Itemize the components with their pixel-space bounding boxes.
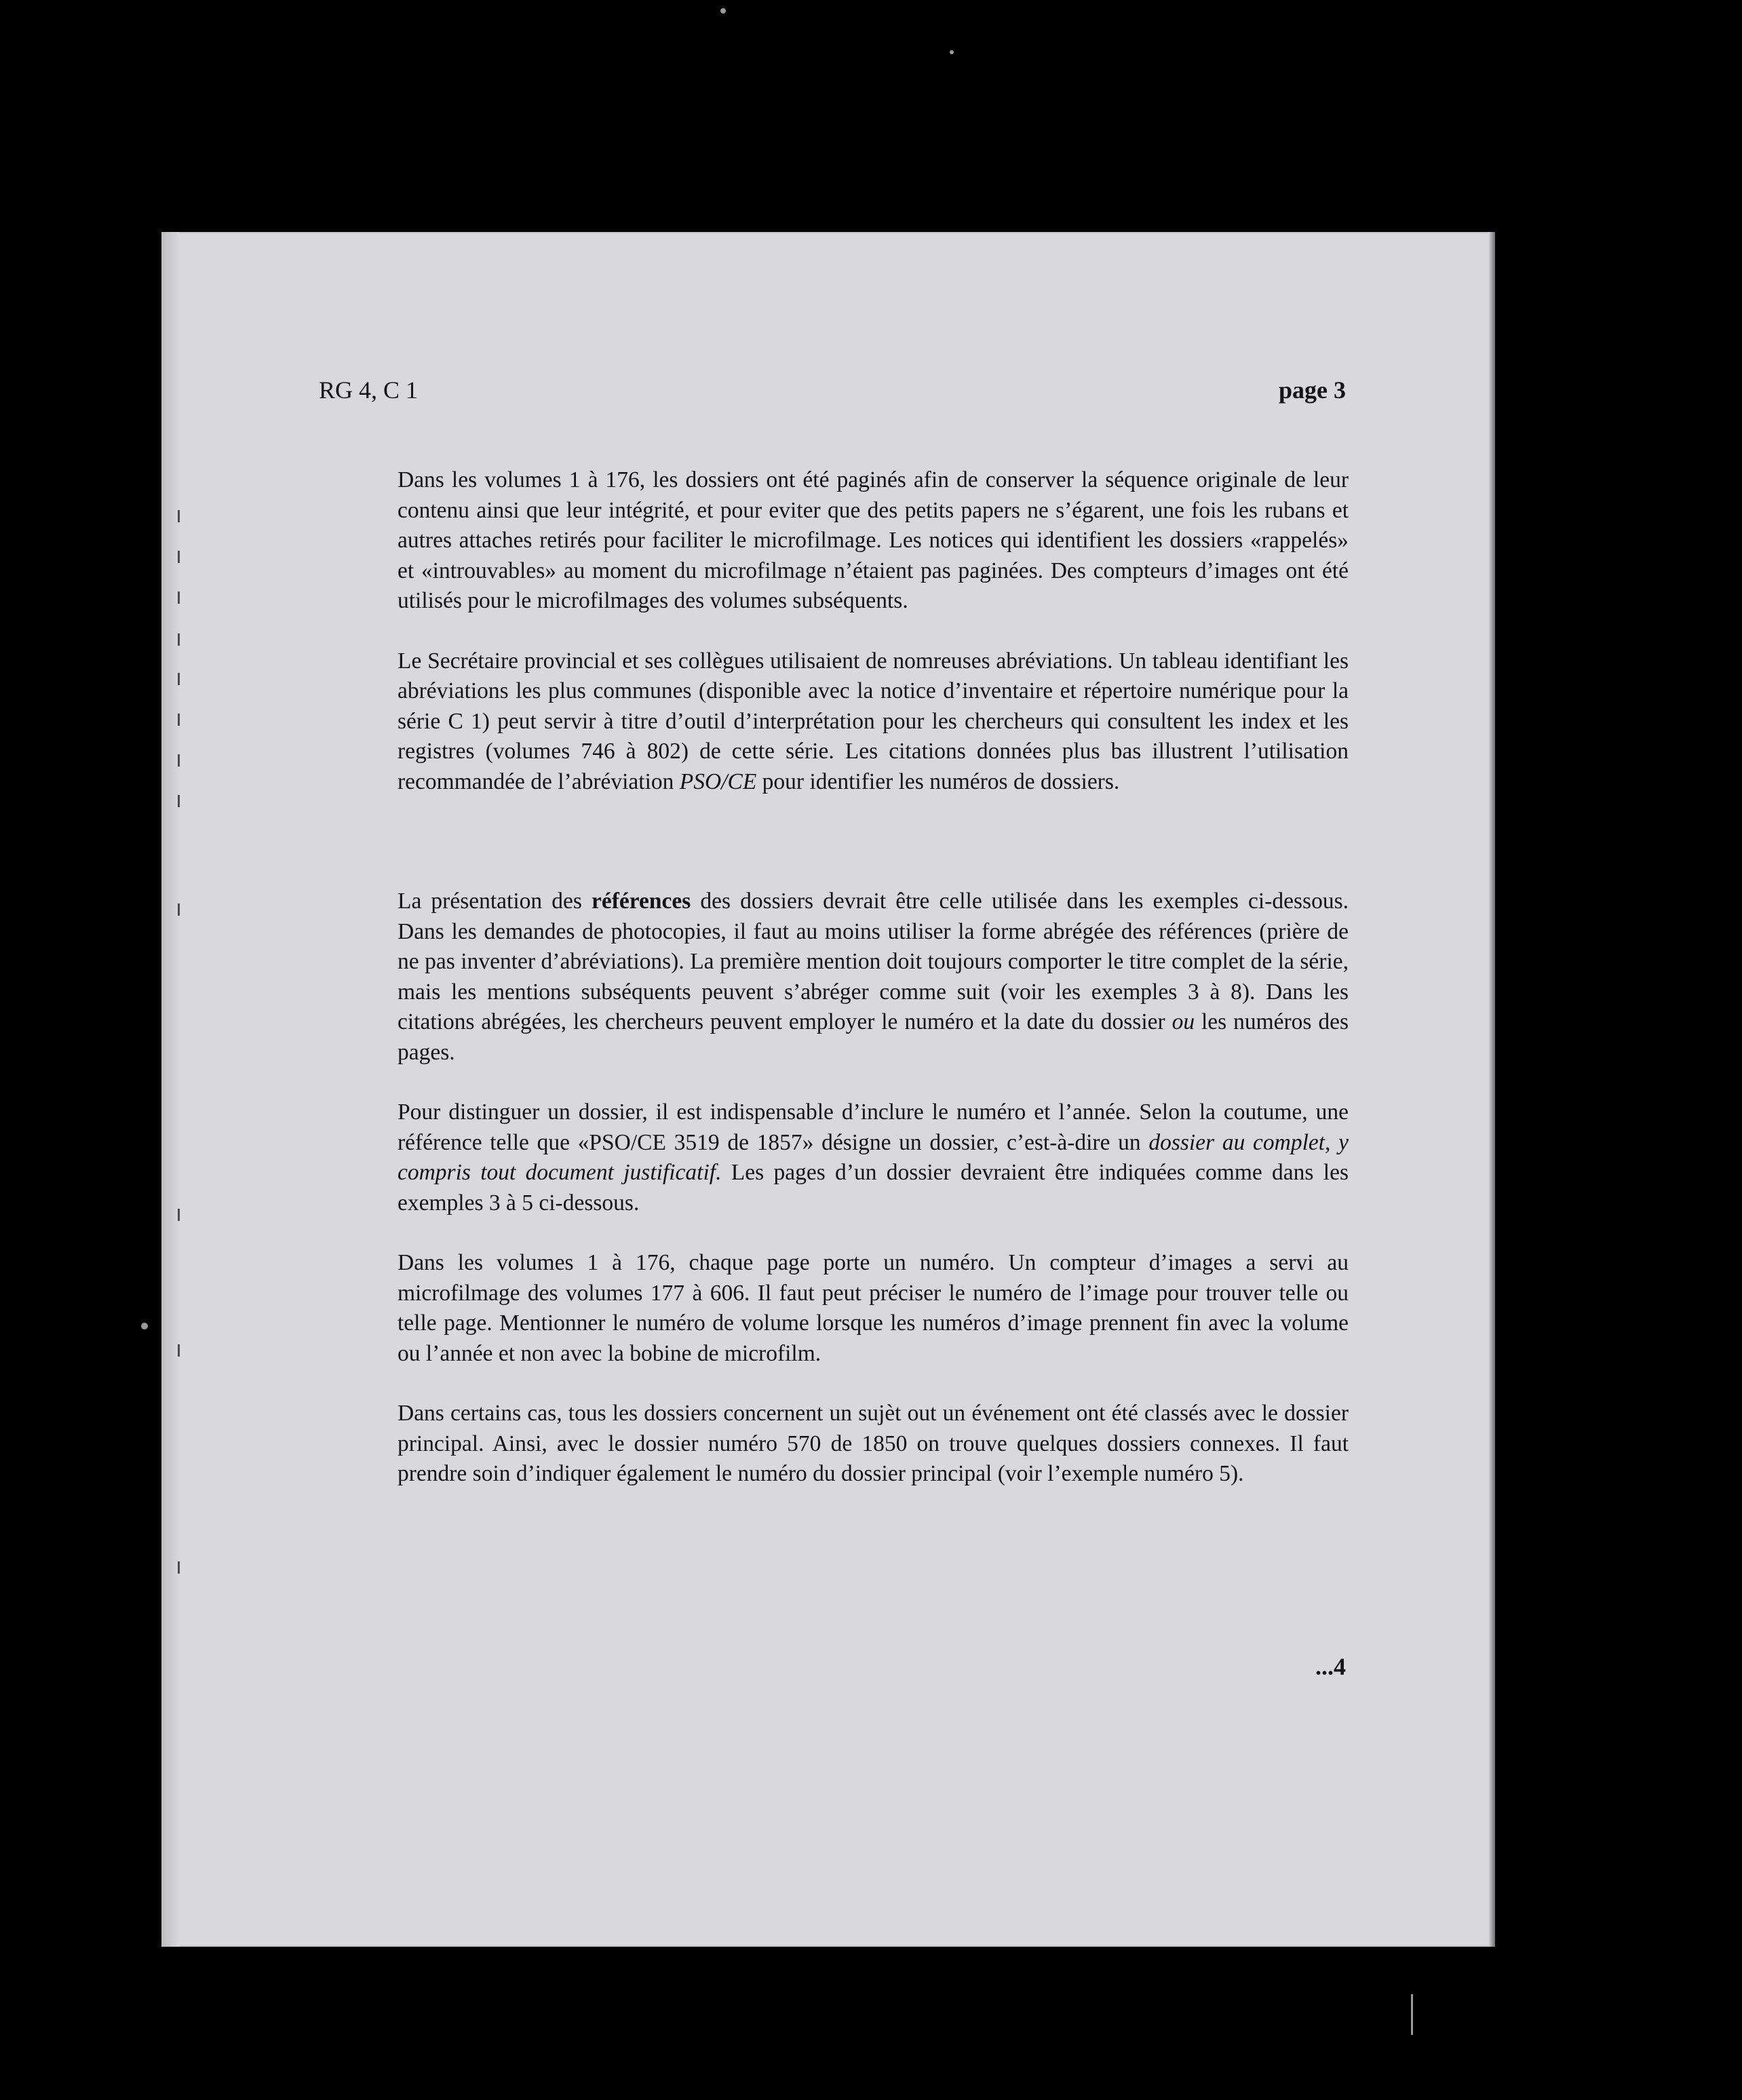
record-group-label: RG 4, C 1: [319, 376, 419, 404]
scan-speck: [720, 8, 726, 14]
paragraph: Dans les volumes 1 à 176, chaque page porte un numéro. Un compteur d’images a servi au microfilmage des volumes 177 à 606. Il faut peut préciser le numéro de l’image pour trouver telle ou telle page. Mentionner le numéro de volume lorsque les numéros d’image prennent fin avec la volume ou l’année et non avec la bobine de microfilm.: [398, 1250, 1349, 1366]
scanned-page: [161, 232, 1495, 1947]
margin-mark: [178, 591, 180, 604]
page-right-edge: [1488, 232, 1495, 1947]
emphasis-italic: ou: [1172, 1009, 1195, 1034]
margin-mark: [178, 634, 180, 646]
paragraph: La présentation des références des dossiers devrait être celle utilisée dans les exemples ci-dessous. Dans les demandes de photocopies, il faut au moins utiliser la forme abrégée des références (prière de ne pas inventer d’abréviations). La première mention doit toujours comporter le titre complet de la série, mais les mentions subséquents peuvent s’abréger comme suit (voir les exemples 3 à 8). Dans les citations abrégées, les chercheurs peuvent employer le numéro et la date du dossier ou les numéros des pages.: [398, 889, 1349, 1065]
margin-mark: [178, 714, 180, 726]
margin-mark: [178, 1209, 180, 1221]
margin-mark: [178, 754, 180, 766]
margin-mark: [178, 903, 180, 916]
margin-mark: [178, 1561, 180, 1574]
paragraph: Pour distinguer un dossier, il est indispensable d’inclure le numéro et l’année. Selon la coutume, une référence telle que «PSO/CE 3519 de 1857» désigne un dossier, c’est-à-dire un dossier au complet, y compris tout document justificatif. Les pages d’un dossier devraient être indiquées comme dans les exemples 3 à 5 ci-dessous.: [398, 1100, 1349, 1216]
page-header: [161, 376, 1495, 410]
emphasis-bold: références: [591, 889, 691, 914]
margin-mark: [178, 795, 180, 807]
page-left-edge: [161, 232, 179, 1947]
margin-mark: [178, 1344, 180, 1357]
margin-mark: [178, 510, 180, 522]
body-text: [398, 465, 1349, 1519]
scan-speck: [141, 1323, 148, 1329]
abbreviation-italic: PSO/CE: [679, 769, 757, 794]
emphasis-italic: dossier au complet, y compris tout document justificatif.: [398, 1129, 1349, 1185]
scan-speck: [1411, 1994, 1413, 2035]
scan-speck: [950, 50, 954, 54]
margin-mark: [178, 551, 180, 563]
margin-mark: [178, 673, 180, 685]
paragraph: Dans les volumes 1 à 176, les dossiers ont été paginés afin de conserver la séquence originale de leur contenu ainsi que leur intégrité, et pour eviter que des petits papers ne s’égarent, une fois les rubans et autres attaches retirés pour faciliter le microfilmage. Les notices qui identifient les dossiers «rappelés» et «introuvables» au moment du microfilmage n’étaient pas paginées. Des compteurs d’images ont été utilisés pour le microfilmages des volumes subséquents.: [398, 467, 1349, 613]
page-number: page 3: [1279, 376, 1346, 404]
paragraph: Le Secrétaire provincial et ses collègues utilisaient de nomreuses abréviations. Un tableau identifiant les abréviations les plus communes (disponible avec la notice d’inventaire et répertoire numérique pour la série C 1) peut servir à titre d’outil d’interprétation pour les chercheurs qui consultent les index et les registres (volumes 746 à 802) de cette série. Les citations données plus bas illustrent l’utilisation recommandée de l’abréviation PSO/CE pour identifier les numéros de dossiers.: [398, 648, 1349, 794]
continuation-marker: ...4: [1315, 1653, 1346, 1680]
paragraph: Dans certains cas, tous les dossiers concernent un sujèt out un événement ont été classés avec le dossier principal. Ainsi, avec le dossier numéro 570 de 1850 on trouve quelques dossiers connexes. Il faut prendre soin d’indiquer également le numéro du dossier principal (voir l’exemple numéro 5).: [398, 1401, 1349, 1486]
